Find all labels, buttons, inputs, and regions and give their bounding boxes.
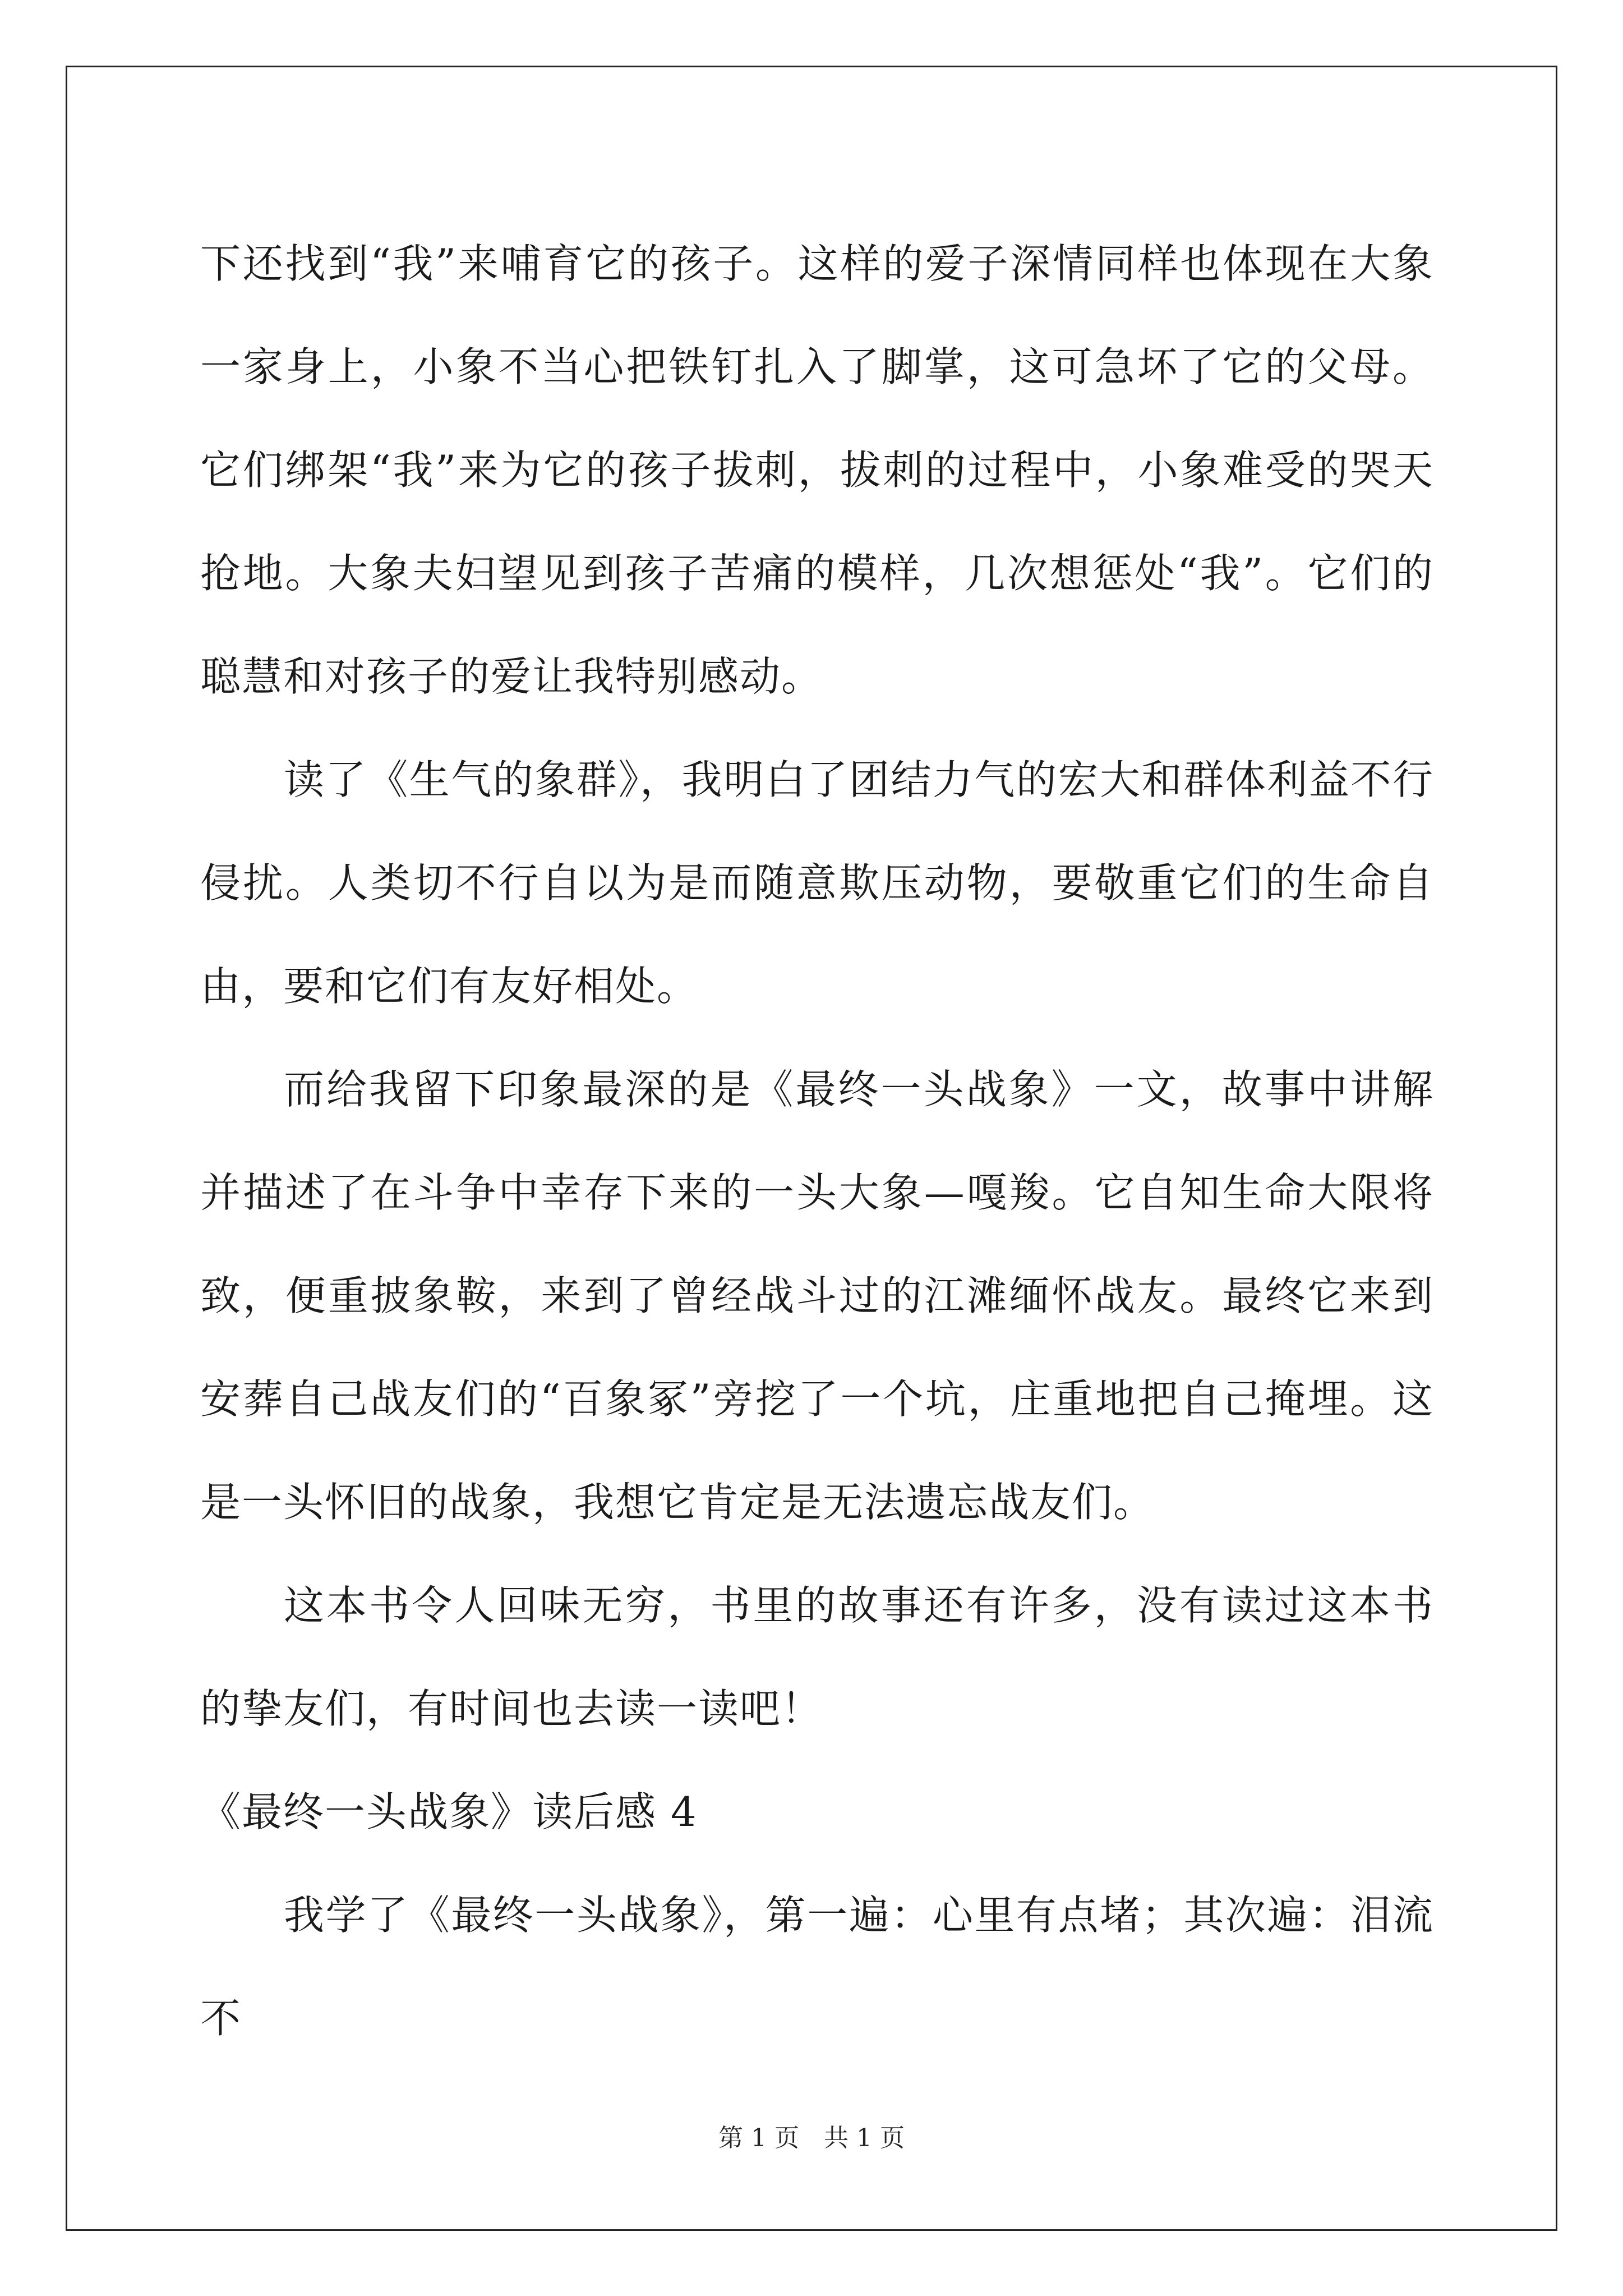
page-number-footer: 第 1 页 共 1 页 [718,2124,905,2152]
paragraph-2: 读了《生气的象群》，我明白了团结力气的宏大和群体利益不行侵扰。人类切不行自以为是而随意欺压动物，要敬重它们的生命自由，要和它们有友好相处。 [200,756,1434,1010]
section-heading: 《最终一头战象》读后感 4 [200,1788,698,1835]
paragraph-3: 而给我留下印象最深的是《最终一头战象》一文，故事中讲解并描述了在斗争中幸存下来的一头大象—嘎羧。它自知生命大限将致，便重披象鞍，来到了曾经战斗过的江滩缅怀战友。最终它来到安葬自己战友们的“百象冢”旁挖了一个坑，庄重地把自己掩埋。这是一头怀旧的战象，我想它肯定是无法遗忘战友们。 [200,1066,1434,1526]
document-body [200,212,1434,2070]
paragraph-5: 我学了《最终一头战象》，第一遍：心里有点堵；其次遍：泪流不 [200,1892,1434,2042]
paragraph-4: 这本书令人回味无穷，书里的故事还有许多，没有读过这本书的挚友们，有时间也去读一读吧！ [200,1582,1434,1732]
paragraph-1: 下还找到“我”来哺育它的孩子。这样的爱子深情同样也体现在大象一家身上，小象不当心把铁钉扎入了脚掌，这可急坏了它的父母。它们绑架“我”来为它的孩子拔刺，拔刺的过程中，小象难受的哭天抢地。大象夫妇望见到孩子苦痛的模样，几次想惩处“我”。它们的聪慧和对孩子的爱让我特别感动。 [200,240,1434,700]
